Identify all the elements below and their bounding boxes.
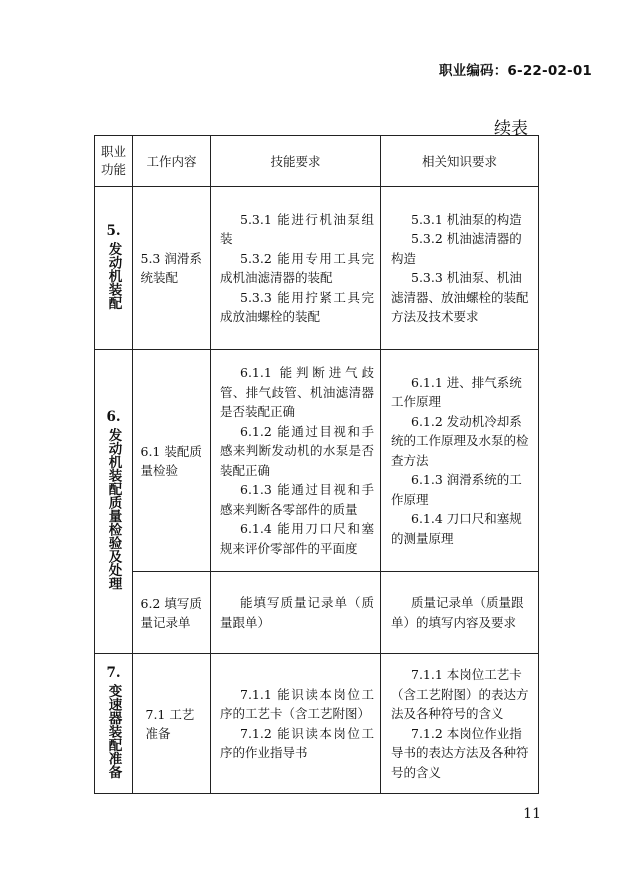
work-content-cell bbox=[133, 187, 211, 350]
skill-item: 7.1.1 能识读本岗位工序的工艺卡（含工艺附图） bbox=[220, 686, 374, 721]
knowledge-cell bbox=[381, 350, 539, 572]
job-code: 职业编码：6-22-02-01 bbox=[438, 63, 592, 79]
table-row bbox=[95, 350, 539, 572]
knowledge-item: 5.3.3 机油泵、机油滤清器、放油螺栓的装配方法及技术要求 bbox=[391, 270, 529, 324]
function-name: 变速器装配准备 bbox=[105, 683, 122, 779]
knowledge-cell bbox=[381, 654, 539, 794]
knowledge-item: 6.1.4 刀口尺和塞规的测量原理 bbox=[391, 511, 522, 546]
work-content: 5.3 润滑系统装配 bbox=[140, 251, 202, 285]
skills-cell bbox=[211, 654, 381, 794]
function-name: 发动机装配质量检验及处理 bbox=[105, 428, 122, 590]
function-name: 发动机装配 bbox=[105, 241, 122, 310]
knowledge-item: 质量记录单（质量跟单）的填写内容及要求 bbox=[391, 595, 524, 630]
knowledge-item: 6.1.3 润滑系统的工作原理 bbox=[391, 472, 522, 507]
skill-item: 7.1.2 能识读本岗位工序的作业指导书 bbox=[220, 725, 374, 760]
work-content-cell bbox=[133, 572, 211, 654]
function-number: 5. bbox=[106, 222, 121, 239]
skill-item: 6.1.1 能判断进气歧管、排气歧管、机油滤清器是否装配正确 bbox=[220, 365, 374, 419]
function-cell bbox=[95, 654, 133, 794]
knowledge-item: 6.1.1 进、排气系统工作原理 bbox=[391, 374, 522, 410]
knowledge-cell bbox=[381, 572, 539, 654]
skills-cell bbox=[211, 187, 381, 350]
function-number: 6. bbox=[106, 409, 121, 425]
column-header-knowledge: 相关知识要求 bbox=[381, 136, 539, 187]
page-number: 11 bbox=[523, 806, 541, 822]
function-number: 7. bbox=[106, 664, 121, 681]
skill-item: 6.1.4 能用刀口尺和塞规来评价零部件的平面度 bbox=[220, 521, 374, 556]
work-content: 7.1 工艺准备 bbox=[145, 706, 195, 741]
column-header-skills: 技能要求 bbox=[211, 136, 381, 187]
column-header-function: 职业功能 bbox=[95, 136, 133, 187]
column-header-content: 工作内容 bbox=[133, 136, 211, 187]
table-row bbox=[95, 187, 539, 350]
work-content: 6.1 装配质量检验 bbox=[140, 443, 202, 478]
continued-table-label: 续表 bbox=[494, 119, 528, 139]
knowledge-cell bbox=[381, 187, 539, 350]
knowledge-item: 5.3.1 机油泵的构造 bbox=[411, 211, 522, 227]
table-row bbox=[95, 654, 539, 794]
work-content-cell bbox=[133, 654, 211, 794]
skills-cell bbox=[211, 350, 381, 572]
table-row bbox=[95, 572, 539, 654]
skill-item: 5.3.1 能进行机油泵组装 bbox=[220, 211, 374, 246]
work-content: 6.2 填写质量记录单 bbox=[140, 595, 202, 630]
function-cell bbox=[95, 187, 133, 350]
skills-table bbox=[94, 135, 539, 794]
skills-cell bbox=[211, 572, 381, 654]
skill-item: 5.3.2 能用专用工具完成机油滤清器的装配 bbox=[220, 250, 374, 285]
knowledge-item: 7.1.2 本岗位作业指导书的表达方法及各种符号的含义 bbox=[391, 725, 529, 780]
skill-item: 6.1.2 能通过目视和手感来判断发动机的水泵是否装配正确 bbox=[220, 423, 374, 478]
table-header-row bbox=[95, 136, 539, 187]
knowledge-item: 6.1.2 发动机冷却系统的工作原理及水泵的检查方法 bbox=[391, 413, 529, 468]
knowledge-item: 5.3.2 机油滤清器的构造 bbox=[391, 231, 522, 266]
skill-item: 能填写质量记录单（质量跟单） bbox=[220, 595, 374, 630]
knowledge-item: 7.1.1 本岗位工艺卡（含工艺附图）的表达方法及各种符号的含义 bbox=[391, 667, 529, 721]
function-cell bbox=[95, 350, 133, 654]
work-content-cell bbox=[133, 350, 211, 572]
skill-item: 5.3.3 能用拧紧工具完成放油螺栓的装配 bbox=[220, 289, 374, 324]
skill-item: 6.1.3 能通过目视和手感来判断各零部件的质量 bbox=[220, 482, 374, 517]
